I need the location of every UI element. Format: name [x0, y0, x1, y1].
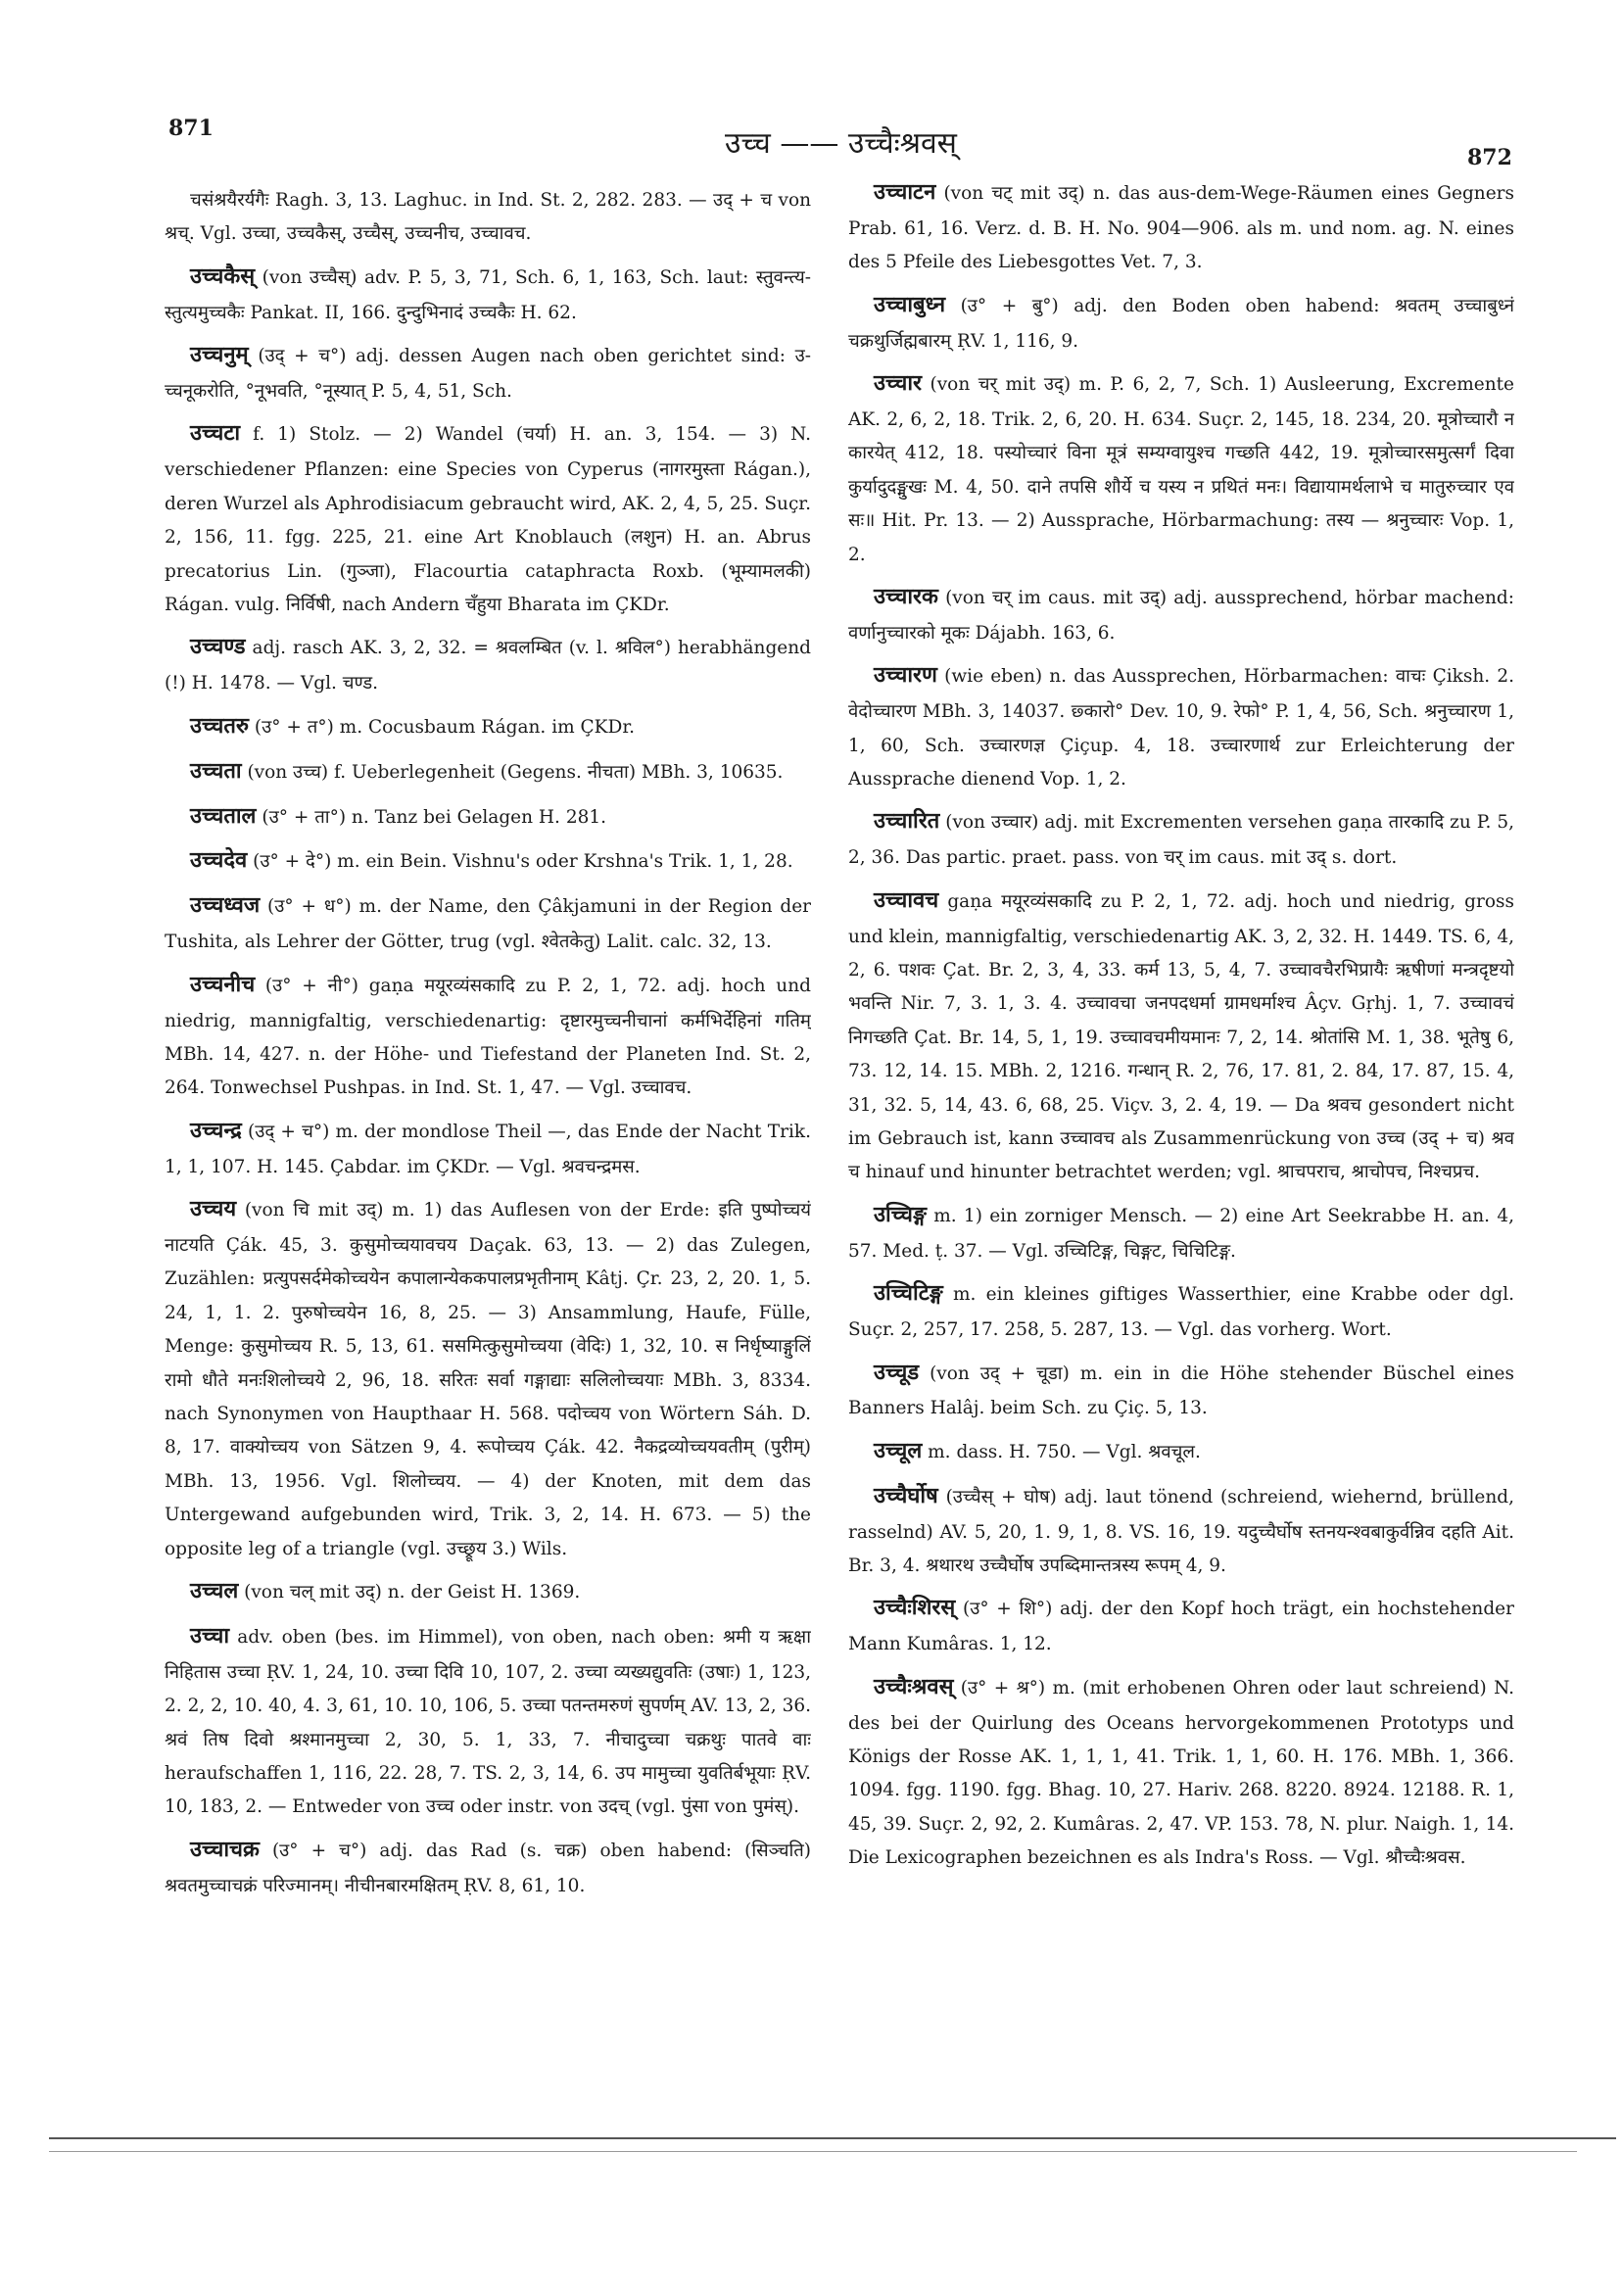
page-number-right: 872	[1467, 145, 1512, 170]
dictionary-entry	[165, 627, 811, 700]
dictionary-entry	[165, 965, 811, 1106]
dictionary-entry	[848, 881, 1514, 1190]
dictionary-entry	[848, 801, 1514, 875]
dictionary-entry	[848, 1431, 1514, 1471]
dictionary-entry	[848, 1353, 1514, 1426]
dictionary-entry	[165, 796, 811, 837]
entry-text: (उ° + बु°) adj. den Boden oben habend: श्रवतम् उच्चाबुध्नं चक्रथुर्जिह्मबारम् ṚV. 1, 116, 9.	[848, 295, 1514, 352]
entry-headword: उच्चनीच	[190, 971, 256, 997]
entry-headword: उच्चाचक्र	[190, 1836, 260, 1862]
dictionary-entry	[165, 1189, 811, 1566]
dictionary-entry	[848, 1476, 1514, 1584]
entry-headword: उच्चिटिङ्ग	[874, 1280, 943, 1307]
entry-text: (von चर् im caus. mit उद्) adj. aussprechend, hörbar machend: वर्णानुच्चारको मूकः Dájabh. 163, 6.	[848, 587, 1514, 644]
dictionary-entry	[848, 655, 1514, 796]
entry-headword: उच्चैर्घोष	[874, 1482, 938, 1508]
dictionary-entry	[165, 751, 811, 791]
entry-text: (von चट् mit उद्) n. das aus-dem-Wege-Räumen eines Gegners Prab. 61, 16. Verz. d. B. H. No. 904—906. als m. und nom. ag. N. eines des 5 Pfeile des Liebesgottes Vet. 7, 3.	[848, 183, 1514, 273]
entry-headword: उच्चैःशिरस्	[874, 1595, 956, 1621]
entry-text: (उ° + च°) adj. das Rad (s. चक्र) oben habend: (सिञ्चति) श्रवतमुच्चाचक्रं परिज्मानम्। नीचीनबारमक्षितम् ṚV. 8, 61, 10.	[165, 1840, 811, 1896]
entry-text: (उ° + दे°) m. ein Bein. Vishnu's oder Krshna's Trik. 1, 1, 28.	[253, 851, 793, 873]
entry-text: m. dass. H. 750. — Vgl. श्रवचूल.	[928, 1441, 1201, 1462]
entry-headword: उच्चारित	[874, 808, 940, 835]
entry-text: (उ° + ता°) n. Tanz bei Gelagen H. 281.	[262, 806, 607, 828]
entry-headword: उच्चय	[190, 1196, 237, 1222]
dictionary-entry	[848, 577, 1514, 650]
entry-text: (von उद् + चूडा) m. ein in die Höhe stehender Büschel eines Banners Halâj. beim Sch. zu Çiç. 5, 13.	[848, 1363, 1514, 1419]
entry-text: adv. oben (bes. im Himmel), von oben, nach oben: श्रमी य ऋक्षा निहितास उच्चा ṚV. 1, 24, 10. उच्चा दिवि 10, 107, 2. उच्चा व्यख्यद्युवतिः (उषाः) 1, 123, 2. 2, 2, 10. 40, 4. 3, 61, 10. 10, 106, 5. उच्चा पतन्तमरुणं सुपर्णम् AV. 13, 2, 36. श्रवं तिष दिवो श्रश्मानमुच्चा 2, 30, 5. 1, 33, 7. नीचादुच्चा चक्रथुः पातवे वाः heraufschaffen 1, 116, 22. 28, 7. TS. 2, 3, 14, 6. उप मामुच्चा युवतिर्बभूयाः ṚV. 10, 183, 2. — Entweder von उच्च oder instr. von उदच् (vgl. पुंसा von पुमंस्).	[165, 1626, 811, 1818]
entry-text: (उ° + श्र°) m. (mit erhobenen Ohren oder laut schreiend) N. des bei der Quirlung des Oceans hervorgekommenen Prototyps und Königs der Rosse AK. 1, 1, 1, 41. Trik. 1, 1, 60. H. 176. MBh. 1, 366. 1094. fgg. 1190. fgg. Bhag. 10, 27. Hariv. 268. 8220. 8924. 12188. R. 1, 45, 39. Suçr. 2, 92, 2. Kumâras. 2, 47. VP. 153. 78, N. plur. Naigh. 1, 14. Die Lexicographen bezeichnen es als Indra's Ross. — Vgl. श्रौच्चैःश्रवस.	[848, 1677, 1514, 1869]
entry-headword: उच्चनुम्	[190, 342, 249, 368]
entry-text: adj. rasch AK. 3, 2, 32. = श्रवलम्बित (v. l. श्रविल°) herabhängend (!) H. 1478. — Vgl. चण्ड.	[165, 638, 811, 694]
entry-text: m. ein kleines giftiges Wasserthier, eine Krabbe oder dgl. Suçr. 2, 257, 17. 258, 5. 287, 13. — Vgl. das vorherg. Wort.	[848, 1284, 1514, 1341]
entry-headword: उच्चताल	[190, 802, 257, 829]
entry-headword: उच्चता	[190, 757, 242, 784]
dictionary-entry	[165, 840, 811, 881]
running-head: उच्च —— उच्चैःश्रवस्	[725, 126, 957, 161]
dictionary-entry	[165, 706, 811, 746]
entry-text: gaṇa मयूरव्यंसकादि zu P. 2, 1, 72. adj. hoch und niedrig, gross und klein, mannigfaltig, verschiedenartig AK. 3, 2, 32. H. 1449. TS. 6, 4, 2, 6. पशवः Çat. Br. 2, 3, 4, 33. कर्म 13, 5, 4, 7. उच्चावचैरभिप्रायैः ऋषीणां मन्त्रदृष्टयो भवन्ति Nir. 7, 3. 1, 3. 4. उच्चावचा जनपदधर्मा ग्रामधर्माश्च Âçv. Gṛhj. 1, 7. उच्चावचं निगच्छति Çat. Br. 14, 5, 1, 19. उच्चावचमीयमानः 7, 2, 14. श्रोतांसि M. 1, 38. भूतेषु 6, 73. 12, 14. 15. MBh. 2, 1216. गन्धान् R. 2, 76, 17. 81, 2. 84, 17. 87, 15. 4, 31, 32. 5, 14, 43. 6, 68, 25. Viçv. 3, 2. 4, 19. — Da श्रवच gesondert nicht im Gebrauch ist, kann उच्चावच als Zusammenrückung von उच्च (उद् + च) श्रव च hinauf und hinunter betrachtet werden; vgl. श्राचपराच, श्राचोपच, निश्चप्रच.	[848, 890, 1514, 1183]
dictionary-entry	[165, 184, 811, 252]
entry-text: (von चि mit उद्) m. 1) das Auflesen von der Erde: इति पुष्पोच्चयं नाटयति Çák. 45, 3. कुसुमोच्चयावचय Daçak. 63, 13. — 2) das Zulegen, Zuzählen: प्रत्युपसर्दमेकोच्चयेन कपालान्येककपालप्रभृतीनाम् Kâtj. Çr. 23, 2, 20. 1, 5. 24, 1, 1. 2. पुरुषोच्चयेन 16, 8, 25. — 3) Ansammlung, Haufe, Fülle, Menge: कुसुमोच्चय R. 5, 13, 61. ससमित्कुसुमोच्चया (वेदिः) 1, 32, 10. स निर्धृष्याङ्गुलिं रामो धौते मनःशिलोच्चये 2, 96, 18. सरितः सर्वा गङ्गाद्याः सलिलोच्चयाः MBh. 3, 8334. nach Synonymen von Haupthaar H. 568. पदोच्चय von Wörtern Sáh. D. 8, 17. वाक्योच्चय von Sätzen 9, 4. रूपोच्चय Çák. 42. नैकद्रव्योच्चयवतीम् (पुरीम्) MBh. 13, 1956. Vgl. शिलोच्चय. — 4) der Knoten, mit dem das Untergewand aufgebunden wird, Trik. 3, 2, 14. H. 673. — 5) the opposite leg of a triangle (vgl. उच्छ्रूय 3.) Wils.	[165, 1200, 811, 1559]
dictionary-entry	[165, 1571, 811, 1611]
footer-rule-secondary	[49, 2151, 1577, 2152]
entry-text: (von उच्चैस्) adv. P. 5, 3, 71, Sch. 6, 1, 163, Sch. laut: स्तुवन्त्य-स्तुत्यमुच्चकैः Pankat. II, 166. दुन्दुभिनादं उच्चकैः H. 62.	[165, 266, 811, 323]
entry-text: (von चल् mit उद्) n. der Geist H. 1369.	[244, 1582, 581, 1603]
dictionary-entry	[165, 885, 811, 959]
entry-text: (उ° + त°) m. Cocusbaum Rágan. im ÇKDr.	[254, 716, 636, 738]
entry-headword: उच्चाटन	[874, 179, 936, 205]
left-column	[165, 184, 811, 2124]
dictionary-entry	[165, 1830, 811, 1903]
dictionary-entry	[848, 172, 1514, 280]
entry-headword: उच्चारण	[874, 662, 937, 689]
entry-text: m. 1) ein zorniger Mensch. — 2) eine Art Seekrabbe H. an. 4, 57. Med. ṭ. 37. — Vgl. उच्चिटिङ्ग, चिङ्गट, चिचिटिङ्ग.	[848, 1205, 1514, 1262]
entry-headword: उच्चाबुध्न	[874, 291, 946, 317]
dictionary-entry	[165, 257, 811, 330]
entry-text: (उ° + शि°) adj. der den Kopf hoch trägt, ein hochstehender Mann Kumâras. 1, 12.	[848, 1599, 1514, 1655]
entry-headword: उच्चारक	[874, 583, 938, 609]
entry-text: (उच्चैस् + घोष) adj. laut tönend (schreiend, wiehernd, brüllend, rasselnd) AV. 5, 20, 1. 9, 1, 8. VS. 16, 19. यदुच्चैर्घोष स्तनयन्श्वबाकुर्वन्निव दहति Ait. Br. 3, 4. श्रथारथ उच्चैर्घोष उपब्दिमान्तत्रस्य रूपम् 4, 9.	[848, 1486, 1514, 1577]
entry-text: (उ° + ध°) m. der Name, den Çâkjamuni in der Region der Tushita, als Lehrer der Götter, trug (vgl. श्वेतकेतु) Lalit. calc. 32, 13.	[165, 896, 811, 953]
dictionary-entry	[848, 1588, 1514, 1661]
dictionary-entry	[165, 1111, 811, 1184]
page-number-left: 871	[168, 116, 214, 141]
entry-text: (उद् + च°) adj. dessen Augen nach oben gerichtet sind: उ-च्चनूकरोति, °नूभवति, °नूस्यात् P. 5, 4, 51, Sch.	[165, 346, 811, 403]
entry-headword: उच्चा	[190, 1622, 230, 1649]
entry-text: (wie eben) n. das Aussprechen, Hörbarmachen: वाचः Çiksh. 2. वेदोच्चारण MBh. 3, 14037. छ्कारो° Dev. 10, 9. रेफो° P. 1, 4, 56, Sch. श्रनुच्चारण 1, 1, 60, Sch. उच्चारणज्ञ Çiçup. 4, 18. उच्चारणार्थ zur Erleichterung der Aussprache dienend Vop. 1, 2.	[848, 666, 1514, 789]
entry-headword: उच्चार	[874, 370, 923, 397]
entry-text: चसंश्रयैरर्यगैः Ragh. 3, 13. Laghuc. in Ind. St. 2, 282. 283. — उद् + च von श्रच्. Vgl. उच्चा, उच्चकैस्, उच्चैस्, उच्चनीच, उच्चावच.	[165, 190, 811, 245]
entry-headword: उच्चावच	[874, 886, 939, 913]
footer-rule	[49, 2137, 1616, 2139]
dictionary-entry	[165, 1616, 811, 1825]
dictionary-entry	[848, 285, 1514, 359]
entry-headword: उच्चूड	[874, 1359, 920, 1385]
dictionary-entry	[165, 335, 811, 408]
right-column	[848, 172, 1514, 2122]
entry-headword: उच्चकैस्	[190, 263, 256, 289]
entry-headword: उच्चण्ड	[190, 634, 246, 660]
entry-headword: उच्चदेव	[190, 847, 248, 874]
entry-headword: उच्चिङ्ग	[874, 1201, 927, 1227]
dictionary-entry	[848, 363, 1514, 572]
entry-headword: उच्चैःश्रवस्	[874, 1673, 954, 1699]
entry-text: (von उच्च) f. Ueberlegenheit (Gegens. नीचता) MBh. 3, 10635.	[247, 761, 784, 783]
dictionary-entry	[848, 1667, 1514, 1876]
entry-text: (उद् + च°) m. der mondlose Theil —, das Ende der Nacht Trik. 1, 1, 107. H. 145. Çabdar. im ÇKDr. — Vgl. श्रवचन्द्रमस.	[165, 1121, 811, 1177]
dictionary-entry	[848, 1195, 1514, 1268]
entry-headword: उच्चूल	[874, 1437, 923, 1463]
dictionary-entry	[848, 1273, 1514, 1347]
entry-text: (von चर् mit उद्) m. P. 6, 2, 7, Sch. 1) Ausleerung, Excremente AK. 2, 6, 2, 18. Trik. 2, 6, 20. H. 634. Suçr. 2, 145, 18. 234, 20. मूत्रोच्चारौ न कारयेत् 412, 18. पस्योच्चारं विना मूत्रं सम्यग्वायुश्च गच्छति 442, 19. मूत्रोच्चारसमुत्सर्गं दिवा कुर्यादुदङ्मुखः M. 4, 50. दाने तपसि शौर्ये च यस्य न प्रथितं मनः। विद्यायामर्थलाभे च मातुरुच्चार एव सः॥ Hit. Pr. 13. — 2) Aussprache, Hörbarmachung: तस्य — श्रनुच्चारः Vop. 1, 2.	[848, 374, 1514, 565]
entry-text: (उ° + नी°) gaṇa मयूरव्यंसकादि zu P. 2, 1, 72. adj. hoch und niedrig, mannigfaltig, verschiedenartig: दृष्टारमुच्चनीचानां कर्मभिर्देहिनां गतिम् MBh. 14, 427. n. der Höhe- und Tiefestand der Planeten Ind. St. 2, 264. Tonwechsel Pushpas. in Ind. St. 1, 47. — Vgl. उच्चावच.	[165, 975, 811, 1099]
entry-text: (von उच्चार) adj. mit Excrementen versehen gaṇa तारकादि zu P. 5, 2, 36. Das partic. praet. pass. von चर् im caus. mit उद् s. dort.	[848, 812, 1514, 869]
dictionary-entry	[165, 413, 811, 622]
entry-text: f. 1) Stolz. — 2) Wandel (चर्या) H. an. 3, 154. — 3) N. verschiedener Pflanzen: eine Species von Cyperus (नागरमुस्ता Rágan.), deren Wurzel als Aphrodisiacum gebraucht wird, AK. 2, 4, 5, 25. Suçr. 2, 156, 11. fgg. 225, 21. eine Art Knoblauch (लशुन) H. an. Abrus precatorius Lin. (गुञ्जा), Flacourtia cataphracta Roxb. (भूम्यामलकी) Rágan. vulg. निर्विषी, nach Andern चँहुया Bharata im ÇKDr.	[165, 424, 811, 615]
entry-headword: उच्चतरु	[190, 712, 250, 739]
entry-headword: उच्चध्वज	[190, 892, 261, 919]
entry-headword: उच्चल	[190, 1578, 239, 1604]
entry-headword: उच्चन्द्र	[190, 1117, 242, 1143]
entry-headword: उच्चटा	[190, 420, 241, 447]
